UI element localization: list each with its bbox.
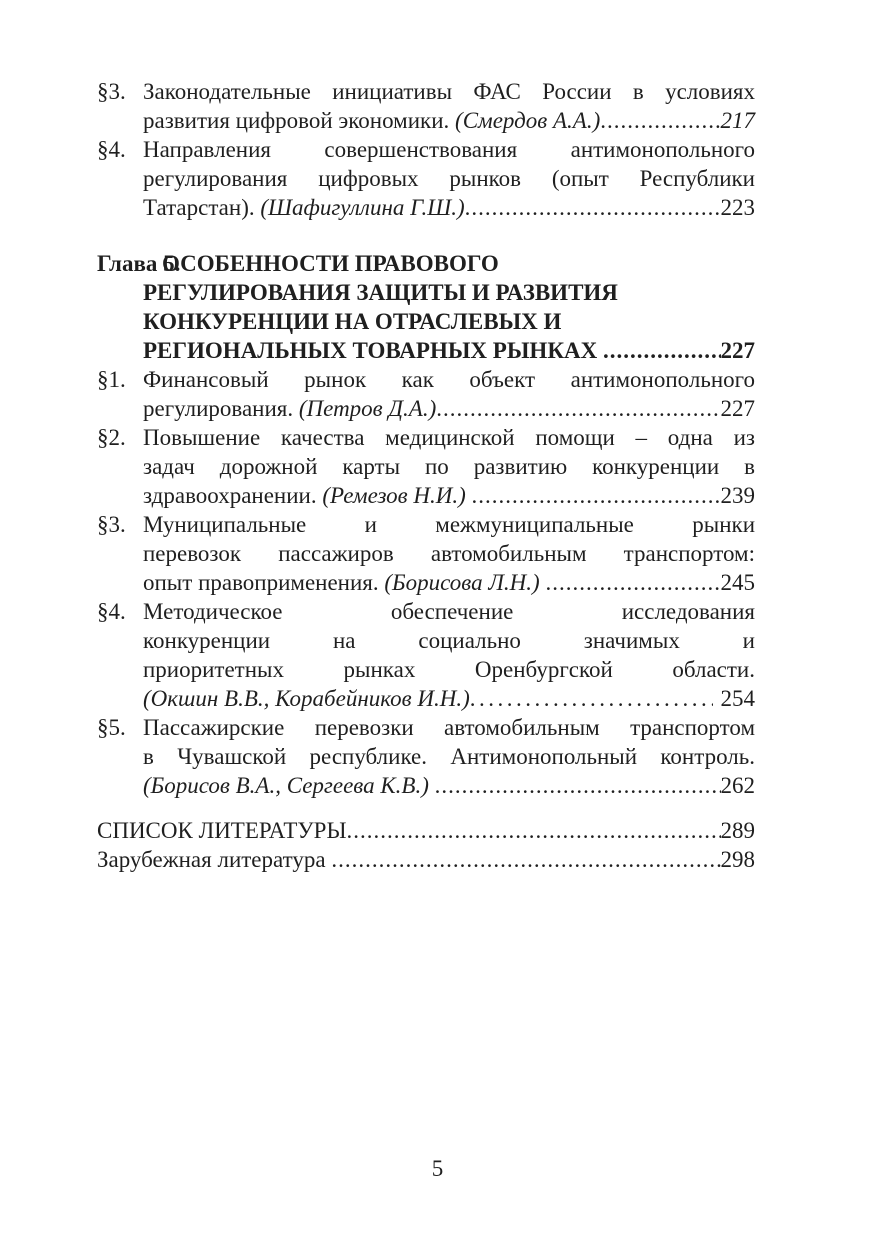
entry-line: КОНКУРЕНЦИИ НА ОТРАСЛЕВЫХ И [143, 309, 562, 334]
entry-last-line [143, 394, 755, 423]
page-number: 5 [431, 1156, 444, 1181]
entry-label: §3. [97, 512, 126, 537]
toc-entry [97, 713, 755, 800]
entry-line: регулирования цифровых рынков (опыт Республики [143, 166, 755, 191]
entry-authors: (Борисова Л.Н.) [384, 570, 546, 595]
entry-page-number: 254 [720, 686, 755, 711]
entry-last-line [143, 771, 755, 800]
entry-text: опыт правоприменения. [143, 570, 385, 595]
entry-line: в Чувашской республике. Антимонопольный контроль. [143, 744, 755, 769]
entry-last-line [143, 481, 755, 510]
toc-entry [97, 510, 755, 597]
dot-leader [545, 568, 720, 597]
entry-page-number: 245 [720, 570, 755, 595]
entry-line: Пассажирские перевозки автомобильным транспортом [143, 715, 755, 740]
dot-leader [472, 481, 721, 510]
entry-label: §1. [97, 367, 126, 392]
literature-page-number: 298 [720, 847, 755, 872]
entry-line: перевозок пассажиров автомобильным транспортом: [143, 541, 755, 566]
entry-text: Татарстан). [143, 195, 261, 220]
entry-last-line [143, 106, 755, 135]
entry-text: регулирования. [143, 396, 299, 421]
entry-label: Глава 5. [97, 251, 181, 276]
entry-label: §5. [97, 715, 126, 740]
entry-label: §3. [97, 79, 126, 104]
entry-authors: (Окшин В.В., Корабейников И.Н.) [143, 686, 470, 711]
dot-leader [347, 816, 721, 845]
dot-leader [470, 684, 713, 713]
entry-page-number: 227 [720, 396, 755, 421]
entry-label: §4. [97, 599, 126, 624]
entry-line: конкуренции на социально значимых и [143, 628, 755, 653]
entry-line: задач дорожной карты по развитию конкуренции в [143, 454, 755, 479]
dot-leader [600, 106, 720, 135]
entry-line: ОСОБЕННОСТИ ПРАВОВОГО [162, 251, 499, 276]
entry-line: РЕГУЛИРОВАНИЯ ЗАЩИТЫ И РАЗВИТИЯ [143, 280, 618, 305]
toc-chapter-entry [97, 249, 755, 365]
toc-entry [97, 365, 755, 423]
literature-page-number: 289 [720, 818, 755, 843]
entry-line: приоритетных рынках Оренбургской области. [143, 657, 755, 682]
entry-page-number: 262 [720, 773, 755, 798]
literature-entry [97, 845, 755, 874]
entry-line: Методическое обеспечение исследования [143, 599, 755, 624]
table-of-contents [97, 77, 755, 874]
toc-entry [97, 77, 755, 135]
literature-entry [97, 816, 755, 845]
entry-page-number: 239 [720, 483, 755, 508]
entry-label: §2. [97, 425, 126, 450]
entry-label: §4. [97, 137, 126, 162]
entry-authors: (Петров Д.А.) [298, 396, 437, 421]
entry-authors: (Смердов А.А.) [455, 108, 601, 133]
entry-authors: (Ремезов Н.И.) [322, 483, 472, 508]
entry-text: развития цифровой экономики. [143, 108, 456, 133]
toc-entry [97, 423, 755, 510]
entry-text: здравоохранении. [143, 483, 323, 508]
literature-section [97, 816, 755, 874]
literature-title: СПИСОК ЛИТЕРАТУРЫ [97, 818, 347, 843]
toc-entry [97, 597, 755, 713]
entry-line: Муниципальные и межмуниципальные рынки [143, 512, 755, 537]
entry-line: Финансовый рынок как объект антимонопольного [143, 367, 755, 392]
toc-entries [97, 77, 755, 800]
toc-entry [97, 135, 755, 222]
entry-authors: (Шафигуллина Г.Ш.) [260, 195, 465, 220]
entry-last-line [143, 336, 755, 365]
entry-last-line [143, 684, 755, 713]
entry-page-number: 227 [720, 338, 755, 363]
entry-text: РЕГИОНАЛЬНЫХ ТОВАРНЫХ РЫНКАХ [143, 338, 603, 363]
dot-leader [436, 394, 720, 423]
entry-last-line [143, 193, 755, 222]
entry-authors: (Борисов В.А., Сергеева К.В.) [143, 773, 435, 798]
entry-page-number: 223 [720, 195, 755, 220]
dot-leader [603, 336, 721, 365]
entry-line: Повышение качества медицинской помощи – одна из [143, 425, 755, 450]
dot-leader [331, 845, 720, 874]
literature-title: Зарубежная литература [97, 847, 332, 872]
dot-leader [435, 771, 721, 800]
entry-line: Законодательные инициативы ФАС России в условиях [143, 79, 755, 104]
dot-leader [465, 193, 721, 222]
entry-last-line [143, 568, 755, 597]
entry-page-number: 217 [720, 108, 755, 133]
entry-line: Направления совершенствования антимонопольного [143, 137, 755, 162]
